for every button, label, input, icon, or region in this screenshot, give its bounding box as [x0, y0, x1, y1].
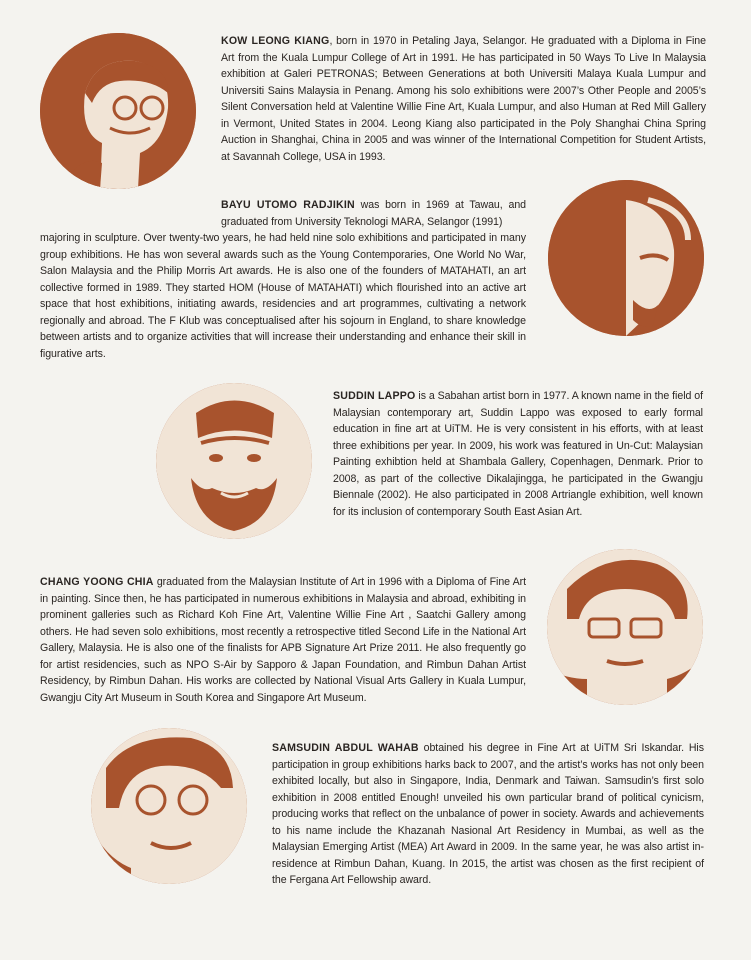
artist-bio: is a Sabahan artist born in 1977. A known name in the field of Malaysian contemporary art, Suddin Lappo was exposed to early formal education in fine art at UiTM. He is very consistent in his efforts, with at least three exhibitions per year. In 2009, his work was featured in Un-Cut: Malaysian Painting exhibtion held at Shambala Gallery, Copenhagen, Denmark. Prior to 2008, as part of the collective Dikalajingga, he participated in the Gwangju Biennale (2002). He also participated in 2008 Artriangle exhibition, well known for its inclusion of contemporary South East Asian Art. [333, 390, 703, 518]
artist-bio: obtained his degree in Fine Art at UiTM Sri Iskandar. His participation in group exhibitions harks back to 2007, and the artist’s works has not only been exhibited locally, but also in Singapore, India, Denmark and Taiwan. Samsudin’s first solo exhibition in 2008 entitled Enough! unveiled his own particular brand of political cynicism, producing works that reflect on the unbalance of power in society. Awards and achievements to his name include the Khazanah Nasional Art Residency in Mumbai, as well as the Malaysian Emerging Artist (MEA) Art Award in 2009. In the same year, he was also artist in-residence at Rimbun Dahan, Kuang. In 2015, the artist was chosen as the first recipient of the Fergana Art Fellowship award. [272, 742, 704, 886]
portrait-chang-yoong-chia [547, 549, 703, 705]
bio-suddin-lappo [333, 388, 703, 520]
portrait-bayu-utomo-radjikin [548, 180, 704, 336]
artist-bio: majoring in sculpture. Over twenty-two years, he had held nine solo exhibitions and participated in many group exhibitions. He has won several awards such as the Young Contemporaries, One World No War, Salon Malaysia and the Philip Morris Art awards. He is also one of the founders of MATAHATI, an art collective formed in 1989. They started HOM (House of MATAHATI) which flourished into an active art space that host exhibitions, initiating awards, residencies and art programmes, cultivating a network regionally and abroad. The F Klub was conceptualised after his sojourn in England, to share knowledge between artists and to organize activities that will increase their understanding and enhance their skill in figurative arts. [40, 232, 526, 360]
portrait-image [548, 180, 704, 336]
artist-name: BAYU UTOMO RADJIKIN [221, 199, 355, 211]
artist-name: CHANG YOONG CHIA [40, 576, 154, 588]
portrait-suddin-lappo [156, 383, 312, 539]
bio-bayu-utomo-radjikin [40, 197, 526, 362]
artist-bio: graduated from the Malaysian Institute of Art in 1996 with a Diploma of Fine Art in painting. Since then, he has participated in numerous exhibitions in Malaysia and abroad, exhibiting in prominent galleries such as Richard Koh Fine Art, Valentine Willie Fine Art , Saatchi Gallery among others. He had seven solo exhibitions, most recently a retrospective titled Second Life in the National Art Gallery, Malaysia. He is also one of the finalists for APB Signature Art Prize 2011. He also frequently go for artist residencies, such as NPO S-Air by Sapporo & Japan Foundation, and Rimbun Dahan Artist Residency, by Rimbun Dahan. His works are collected by National Visual Arts Gallery in Kuala Lumpur, Gwangju City Art Museum in South Korea and Singapore Art Museum. [40, 576, 526, 704]
portrait-image [156, 383, 312, 539]
artist-name: SUDDIN LAPPO [333, 390, 416, 402]
portrait-image [547, 549, 703, 705]
artist-bio: , born in 1970 in Petaling Jaya, Selangor. He graduated with a Diploma in Fine Art from the Kuala Lumpur College of Art in 1991. He has participated in 50 Ways To Live In Malaysia exhibition at Galeri PETRONAS; Between Generations at both Universiti Malaya Kuala Lumpur and Universiti Sains Malaysia in Penang. Among his solo exhibitions were 2007’s Other People and 2005’s Silent Conversation held at Valentine Willie Fine Art, Kuala Lumpur, and also Human at Red Mill Gallery in Vermont, United States in 2004. Leong Kiang also participated in the Poly Shanghai China Spring Auction in Shanghai, China in 2005 and was winner of the International Competition for Student Artists, at Savannah College, USA in 1993. [221, 35, 706, 163]
artist-name: SAMSUDIN ABDUL WAHAB [272, 742, 419, 754]
bio-samsudin-abdul-wahab [272, 740, 704, 889]
portrait-image [40, 33, 196, 189]
artist-name: KOW LEONG KIANG [221, 35, 330, 47]
portrait-image [91, 728, 247, 884]
bio-lead [40, 197, 526, 230]
portrait-kow-leong-kiang [40, 33, 196, 189]
artist-bio-lead: was born in 1969 at Tawau, and graduated from University Teknologi MARA, Selangor (1991) [221, 199, 526, 228]
bio-chang-yoong-chia [40, 574, 526, 706]
portrait-samsudin-abdul-wahab [91, 728, 247, 884]
bio-kow-leong-kiang [221, 33, 706, 165]
